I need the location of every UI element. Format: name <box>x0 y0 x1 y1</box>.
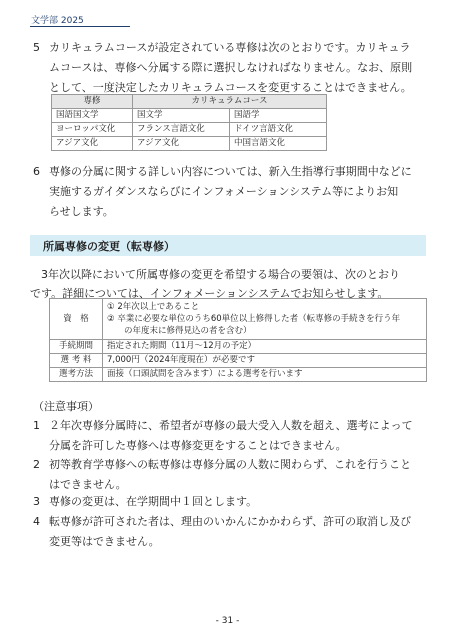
running-header: 文学部 2025 <box>31 16 84 26</box>
table-cell: 国文学 <box>133 109 230 123</box>
item-6-line-1: 専修の分属に関する詳しい内容については、新入生指導行事期間中などに <box>49 165 412 178</box>
table-row <box>50 368 427 382</box>
note-number: 4 <box>33 515 40 528</box>
intro-line-1: 3年次以降において所属専修の変更を希望する場合の要領は、次のとおり <box>30 268 400 281</box>
table-cell: 中国言語文化 <box>230 137 327 151</box>
qualification-cell <box>103 299 427 340</box>
curriculum-course-table <box>51 94 327 151</box>
header-course: カリキュラムコース <box>133 95 327 109</box>
table-row <box>52 137 327 151</box>
row-value: 指定された期間（11月～12月の予定） <box>103 340 427 354</box>
table-cell: ヨーロッパ文化 <box>52 123 133 137</box>
table-row <box>52 123 327 137</box>
row-value: 7,000円（2024年度現在）が必要です <box>103 354 427 368</box>
note-line: 分属を許可した専修へは専修変更をすることはできません。 <box>49 439 347 452</box>
table-cell: 国語国文学 <box>52 109 133 123</box>
row-label: 選 考 料 <box>50 354 103 368</box>
note-number: 2 <box>33 458 40 471</box>
row-value: 面接（口頭試問を含みます）による選考を行います <box>103 368 427 382</box>
item-5-line-2: ムコースは、専修へ分属する際に選択しなければなりません。なお、原則 <box>49 61 413 74</box>
note-line: 転専修が許可された者は、理由のいかんにかかわらず、許可の取消し及び <box>49 515 412 528</box>
item-6-line-2: 実施するガイダンスならびにインフォメーションシステム等によりお知 <box>49 185 399 198</box>
note-line: ２年次専修分属時に、希望者が専修の最大受入人数を超え、選考によって <box>49 419 413 432</box>
qualification-label: 資 格 <box>50 299 103 340</box>
table-cell: フランス言語文化 <box>133 123 230 137</box>
note-line: 変更等はできません。 <box>49 535 160 548</box>
table-cell: 国語学 <box>230 109 327 123</box>
qualification-line: ① 2年次以上であること <box>107 302 200 312</box>
table-row <box>50 340 427 354</box>
item-5-line-3: として、一度決定したカリキュラムコースを変更することはできません。 <box>49 81 412 94</box>
transfer-requirements-table <box>49 298 427 382</box>
header-major: 専修 <box>52 95 133 109</box>
section-heading <box>30 235 426 256</box>
item-number: 6 <box>33 165 40 178</box>
table-row <box>52 109 327 123</box>
qualification-line: ② 卒業に必要な単位のうち60単位以上修得した者（転専修の手続きを行う年 <box>107 314 401 324</box>
note-line: はできません。 <box>49 478 127 491</box>
table-cell: アジア文化 <box>133 137 230 151</box>
header-rule <box>30 26 130 27</box>
note-number: 3 <box>33 495 40 508</box>
table-cell: アジア文化 <box>52 137 133 151</box>
table-row <box>50 354 427 368</box>
note-line: 専修の変更は、在学期間中１回とします。 <box>49 495 258 508</box>
table-cell: ドイツ言語文化 <box>230 123 327 137</box>
table-row <box>50 299 427 340</box>
item-6-line-3: らせします。 <box>49 205 114 218</box>
table-header-row <box>52 95 327 109</box>
item-number: 5 <box>33 41 40 54</box>
note-line: 初等教育学専修への転専修は専修分属の人数に関わらず、これを行うこと <box>49 458 412 471</box>
row-label: 手続期間 <box>50 340 103 354</box>
intro-line-2: です。詳細については、インフォメーションシステムでお知らせします。 <box>30 287 389 300</box>
page-number: - 31 - <box>215 616 240 626</box>
section-title: 所属専修の変更（転専修） <box>43 240 175 253</box>
item-5-line-1: カリキュラムコースが設定されている専修は次のとおりです。カリキュラ <box>49 41 411 54</box>
note-number: 1 <box>33 419 40 432</box>
notes-heading: （注意事項） <box>33 400 99 413</box>
qualification-line: の年度末に修得見込の者を含む） <box>107 326 252 336</box>
row-label: 選考方法 <box>50 368 103 382</box>
